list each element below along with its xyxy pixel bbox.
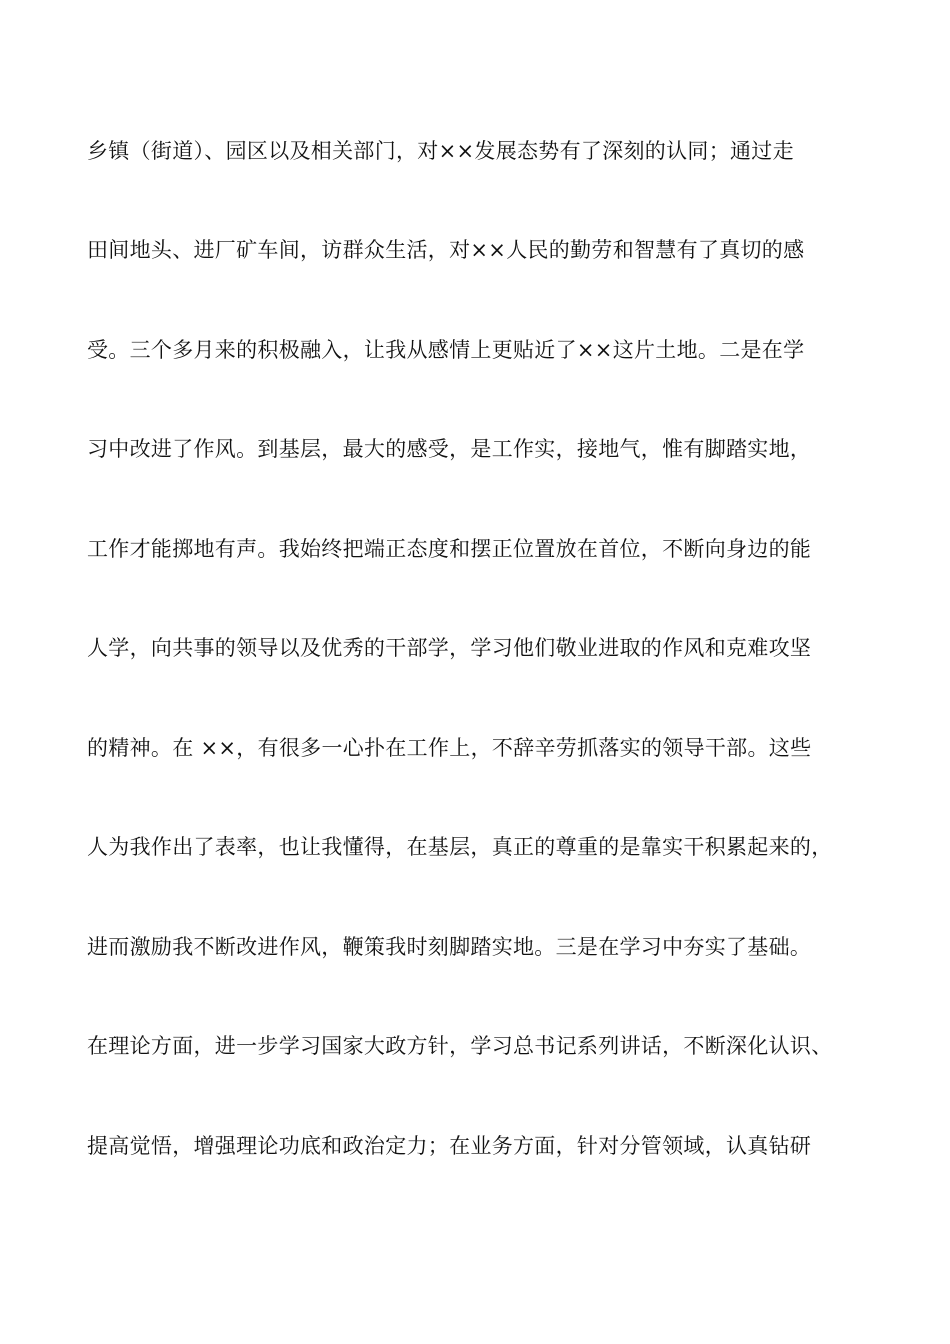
text-line-7: 的精神。在 ××，有很多一心扑在工作上，不辞辛劳抓落实的领导干部。这些 [87, 736, 812, 760]
text-line-3: 受。三个多月来的积极融入，让我从感情上更贴近了××这片土地。二是在学 [87, 338, 805, 362]
text-line-8: 人为我作出了表率，也让我懂得，在基层，真正的尊重的是靠实干积累起来的， [87, 835, 833, 859]
text-line-10: 在理论方面，进一步学习国家大政方针，学习总书记系列讲话，不断深化认识、 [87, 1034, 833, 1058]
text-line-6: 人学，向共事的领导以及优秀的干部学，学习他们敬业进取的作风和克难攻坚 [87, 636, 812, 660]
text-line-1: 乡镇（街道）、园区以及相关部门，对××发展态势有了深刻的认同；通过走 [87, 139, 794, 163]
text-line-11: 提高觉悟，增强理论功底和政治定力；在业务方面，针对分管领域，认真钻研 [87, 1134, 812, 1158]
text-line-4: 习中改进了作风。到基层，最大的感受，是工作实，接地气，惟有脚踏实地， [87, 437, 812, 461]
text-line-2: 田间地头、进厂矿车间，访群众生活，对××人民的勤劳和智慧有了真切的感 [87, 238, 805, 262]
text-line-9: 进而激励我不断改进作风，鞭策我时刻脚踏实地。三是在学习中夯实了基础。 [87, 935, 812, 959]
text-line-5: 工作才能掷地有声。我始终把端正态度和摆正位置放在首位，不断向身边的能 [87, 537, 812, 561]
